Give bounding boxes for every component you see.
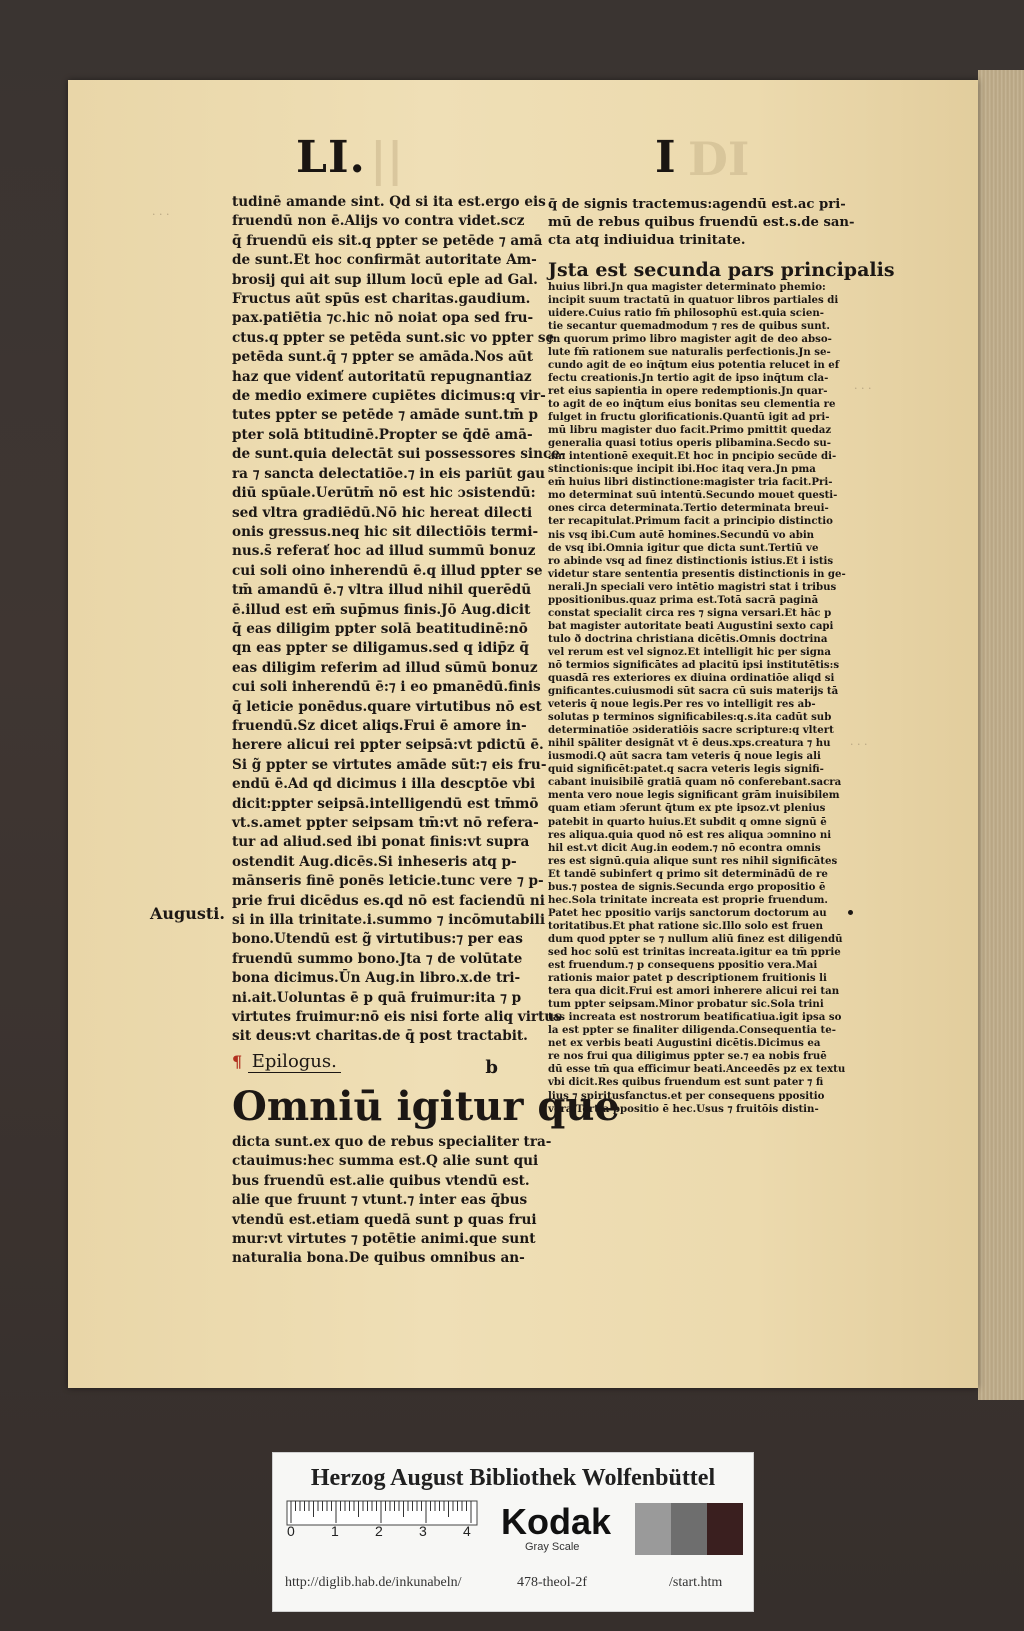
margin-note-augusti: Augusti.	[150, 904, 225, 923]
text-line: fectu creationis.Jn tertio agit de ipso inq̄tum cla-	[548, 371, 829, 384]
text-line: de medio eximere cupiētes dicimus:q vir-	[232, 388, 546, 405]
text-line: determinatiōe ɔsideratiōis sacre scripture:q vltert	[548, 724, 834, 737]
ruler-digit: 1	[331, 1523, 339, 1539]
text-line: vt.s.amet ppter seipsam tm̄:vt nō refera-	[232, 815, 539, 831]
text-line: quid significēt:patet.q sacra veteris legis signifi-	[548, 763, 824, 776]
text-line: incipit suum tractatū in quatuor libros partiales di	[548, 293, 839, 306]
text-line: menta vero noue legis significant grām inuisibilem	[548, 789, 840, 802]
text-line: sed vltra gradiēdū.Nō hic hereat dilecti	[232, 504, 533, 521]
text-line: nis vsq ibi.Cum autē homines.Secundū vo abin	[548, 528, 815, 541]
text-line: tulo ð doctrina christiana dicētis.Omnis doctrina	[548, 632, 828, 645]
text-line: Patet hec ppositio varijs sanctorum doctorum au	[548, 906, 827, 919]
text-line: tm̄ amandū ē.⁊ vltra illud nihil querēdū	[232, 582, 532, 599]
shelfmark: 478-theol-2f	[517, 1575, 587, 1590]
text-line: fruendū non ē.Alijs vo contra videt.scz	[232, 213, 525, 230]
text-line: hil est.vt dicit Aug.in eodem.⁊ nō econtra omnis	[548, 841, 821, 854]
gray-scale-label: Gray Scale	[525, 1541, 580, 1553]
text-line: naturalia bona.De quibus omnibus an-	[232, 1250, 525, 1267]
text-line: ret eius sapientia in opere redemptionis.Jn quar-	[548, 384, 828, 397]
text-line: q̄ eas diligim ppter solā beatitudinē:nō	[232, 620, 528, 637]
text-line: sed hoc solū est trinitas increata.igitur ea tm̄ pprie	[548, 946, 841, 958]
right-opening-text	[548, 196, 855, 251]
text-line: diū spūale.Uerūtm̄ nō est hic ɔsistendū:	[232, 485, 536, 502]
text-line: lute fm̄ rationem sue naturalis perfectionis.Jn se-	[548, 345, 831, 358]
ruler-digit: 4	[463, 1523, 471, 1539]
text-line: tutes ppter se petēde ⁊ amāde sunt.tm̄ p	[232, 407, 539, 424]
text-line: haz que videnť autoritatū repugnantiaz	[232, 368, 532, 385]
text-line: vel rerum est vel signoz.Et intelligit hic per signa	[548, 645, 831, 658]
text-line: vera.Tertia ppositio ē hec.Usus ⁊ fruitōis distin-	[548, 1102, 819, 1115]
text-line: q̄ de signis tractemus:agendū est.ac pri-	[548, 197, 846, 212]
text-line: vbi dicit.Res quibus fruendum est sunt pater ⁊ fi	[548, 1076, 824, 1089]
text-line: prie frui dicēdus es.qd nō est faciendū ni	[232, 892, 545, 909]
text-line: res est signū.quia alique sunt res nihil significātes	[548, 854, 838, 867]
text-line: net ex verbis beati Augustini dicētis.Dicimus ea	[548, 1037, 821, 1050]
text-line: cui soli inherendū ē:⁊ i eo pmanēdū.finis	[232, 679, 541, 696]
library-name: Herzog August Bibliothek Wolfenbüttel	[310, 1465, 716, 1491]
text-line: stinctionis:que incipit ibi.Hoc itaq vera.Jn pma	[548, 463, 816, 476]
text-line: tie secantur quemadmodum ⁊ res de quibus sunt.	[548, 319, 830, 332]
text-line: fruendū.Sz dicet aliqs.Frui ē amore in-	[232, 717, 527, 734]
text-line: mū de rebus quibus fruendū est.s.de san-	[548, 215, 855, 231]
ruler-digit: 0	[287, 1523, 295, 1539]
text-line: endū ē.Ad qd dicimus i illa descptōe vbi	[232, 776, 536, 793]
show-through-text-right: DI	[688, 132, 750, 186]
text-line: dum quod ppter se ⁊ nullum aliū finez est diligendū	[548, 932, 843, 945]
text-line: mur:vt virtutes ⁊ potētie animi.que sunt	[232, 1230, 536, 1247]
text-line: vtendū est.etiam quedā sunt p quas frui	[232, 1211, 537, 1228]
text-line: nus.s̄ referať hoc ad illud summū bonuz	[232, 543, 536, 560]
text-line: bona dicimus.Ūn Aug.in libro.x.de tri-	[232, 970, 521, 987]
text-line: gnificantes.cuiusmodi sūt sacra cū suis materijs tā	[548, 685, 839, 698]
signature-mark: I	[655, 132, 676, 183]
text-line: fulget in fructu glorificationis.Quantū igit ad pri-	[548, 411, 830, 424]
adjacent-page-edge	[978, 70, 1024, 1400]
text-line: Si g̃ ppter se virtutes amāde sūt:⁊ eis fru-	[232, 756, 547, 773]
text-line: generalia quasi totius operis plibamina.Secdo su-	[548, 437, 831, 450]
text-line: huius libri.Jn qua magister determinato phemio:	[548, 280, 826, 293]
text-line: re nos frui qua diligimus ppter se.⁊ ea nobis fruē	[548, 1050, 827, 1063]
text-line: brosij qui ait sup illum locū eple ad Gal.	[232, 271, 538, 288]
rubric-gathering-letter: b	[485, 1056, 498, 1078]
text-line: mo determinat suū intentū.Secundo mouet questi-	[548, 489, 838, 502]
text-line: ctus.q ppter se petēda sunt.sic vo ppter se	[232, 329, 555, 346]
text-line: bus.⁊ postea de signis.Secunda ergo propositio ē	[548, 880, 826, 893]
epilogus-rubric	[232, 1051, 522, 1085]
text-line: res aliqua.quia quod nō est res aliqua ɔomnino ni	[548, 828, 832, 841]
faint-margin-note-right-1: · · ·	[854, 382, 872, 395]
text-line: alie que fruunt ⁊ vtunt.⁊ inter eas q̄bus	[232, 1192, 528, 1209]
text-line: virtutes fruimur:nō eis nisi forte aliq virtus	[232, 1009, 562, 1026]
text-line: fruendū summo bono.Jta ⁊ de volūtate	[232, 950, 523, 967]
text-line: ra ⁊ sancta delectatiōe.⁊ in eis pariūt gau	[232, 465, 546, 482]
text-line: de sunt.quia delectāt sui possessores since-	[232, 446, 566, 463]
display-initial-line: Omniū igitur que	[232, 1082, 620, 1130]
text-line: toritatibus.Et phat ratione sic.Illo solo est fruen	[548, 919, 824, 932]
text-line: lius ⁊ spiritusfanctus.et per consequens ppositio	[548, 1089, 825, 1102]
text-line: iusmodi.Q aūt sacra tam veteris q̄ noue legis ali	[548, 750, 821, 763]
show-through-text: ||	[370, 132, 404, 186]
text-line: dū esse tm̄ qua efficimur beati.Anceedēs pz ex textu	[548, 1063, 846, 1076]
text-line: hec.Sola trinitate increata est proprie fruendum.	[548, 893, 828, 906]
text-line: rationis maior patet p descriptionem fruitionis li	[548, 972, 827, 985]
text-line: ostendit Aug.dicēs.Si inheseris atq p-	[232, 853, 517, 870]
text-line: la est ppter se finaliter diligenda.Consequentia te-	[548, 1024, 836, 1037]
text-line: est fruendum.⁊ p consequens ppositio vera.Mai	[548, 959, 818, 972]
text-line: qn eas ppter se diligamus.sed q idip̄z q̄	[232, 640, 529, 657]
text-line: cta atq indiuidua trinitate.	[548, 233, 746, 249]
text-line: pax.patiētia ⁊c.hic nō noiat opa sed fru-	[232, 310, 534, 327]
text-line: videtur stare sententia presentis distinctionis in ge-	[548, 567, 846, 580]
text-line: onis gressus.neq hic sit dilectiōis termi-	[232, 523, 539, 540]
text-line: uidere.Cuius ratio fm̄ philosophū est.quia scien-	[548, 306, 824, 319]
text-line: ē.illud est em̄ sup̄mus finis.Jō Aug.dicit	[232, 601, 531, 618]
left-closing-text	[232, 1133, 552, 1269]
text-line: dicta sunt.ex quo de rebus specialiter tra-	[232, 1133, 552, 1150]
text-line: am intentionē exequit.Et hoc in pncipio secūde di-	[548, 450, 837, 463]
gray-patch	[671, 1503, 707, 1555]
text-line: em̄ huius libri distinctione:magister tria facit.Pri-	[548, 476, 833, 489]
text-line: pter solā btitudinē.Propter se q̄dē amā-	[232, 426, 533, 443]
ink-dot	[848, 910, 853, 915]
folio-number: LI.	[296, 132, 366, 183]
text-line: bono.Utendū est g̃ virtutibus:⁊ per eas	[232, 931, 523, 948]
text-line: tas increata est nostrorum beatificatiua.igit ipsa so	[548, 1011, 842, 1024]
text-line: tur ad aliud.sed ibi ponat finis:vt supra	[232, 834, 530, 851]
text-line: Jn quorum primo libro magister agit de deo abso-	[548, 332, 832, 345]
text-line: ter recapitulat.Primum facit a principio distinctio	[548, 515, 833, 528]
faint-margin-note-top: · · ·	[152, 208, 170, 221]
text-line: q̄ fruendū eis sit.q ppter se petēde ⁊ amā	[232, 232, 543, 249]
left-text-column	[232, 193, 620, 1269]
text-line: veteris q̄ noue legis.Per res vo intelligit res ab-	[548, 698, 816, 711]
text-line: ppositionibus.quaz prima est.Totā sacrā paginā	[548, 593, 819, 606]
gray-patch	[707, 1503, 743, 1555]
source-url: http://diglib.hab.de/inkunabeln/	[285, 1575, 462, 1590]
kodak-brand: Kodak	[501, 1501, 612, 1542]
text-line: ones circa determinata.Tertio determinata breui-	[548, 502, 829, 515]
text-line: bus fruendū est.alie quibus vtendū est.	[232, 1172, 530, 1189]
text-line: patebit in quarto huius.Et subdit q omne signū ē	[548, 815, 827, 828]
text-line: de sunt.Et hoc confirmāt autoritate Am-	[232, 252, 537, 269]
text-line: si in illa trinitate.i.summo ⁊ incōmutabili	[232, 912, 545, 929]
text-line: quasdā res exteriores ex diuina ordinatiōe aliqd si	[548, 672, 835, 685]
text-line: tum ppter seipsam.Minor probatur sic.Sola trini	[548, 998, 824, 1011]
text-line: cui soli oino inherendū ē.q illud ppter se	[232, 562, 543, 579]
left-body-text	[232, 193, 566, 1047]
text-line: cabant inuisibilē gratiā quam nō conferebant.sacra	[548, 776, 842, 789]
text-line: nerali.Jn speciali vero intētio magistri stat i tribus	[548, 580, 837, 593]
text-line: nō termios significātes ad placitū ipsi institutētis:s	[548, 658, 840, 671]
text-line: ctauimus:hec summa est.Q alie sunt qui	[232, 1153, 539, 1170]
rubric-paragraph-mark: ¶	[232, 1051, 243, 1071]
text-line: Et tandē subinfert q primo sit determinādū de re	[548, 867, 828, 880]
text-line: nihil spāliter designāt vt ē deus.xps.creatura ⁊ hu	[548, 737, 831, 750]
text-line: de vsq ibi.Omnia igitur que dicta sunt.Tertiū ve	[548, 541, 819, 554]
right-text-column	[548, 196, 895, 1116]
text-line: herere alicui rei ppter seipsā:vt pdictū ē.	[232, 737, 544, 754]
text-line: sit deus:vt charitas.de q̄ post tractabit.	[232, 1028, 528, 1045]
text-line: ro abinde vsq ad finez distinctionis istius.Et i istis	[548, 554, 834, 567]
url-suffix: /start.htm	[669, 1575, 723, 1590]
gray-patch	[635, 1503, 671, 1555]
ruler-digit: 3	[419, 1523, 427, 1539]
text-line: dicit:ppter seipsā.intelligendū est tm̄mō	[232, 795, 539, 812]
text-line: mū libru magister duo facit.Primo pmittit quedaz	[548, 424, 832, 437]
text-line: solutas p terminos significabiles:q.s.ita cadūt sub	[548, 711, 832, 724]
text-line: petēda sunt.q̄ ⁊ ppter se amāda.Nos aūt	[232, 349, 534, 366]
text-line: ni.ait.Uoluntas ē p quā fruimur:ita ⁊ p	[232, 989, 522, 1006]
text-line: cundo agit de eo inq̄tum eius potentia relucet in ef	[548, 358, 840, 371]
text-line: to agit de eo inq̄tum eius bonitas seu clementia re	[548, 398, 836, 411]
text-line: eas diligim referim ad illud sūmū bonuz	[232, 659, 538, 676]
color-target-card	[272, 1452, 754, 1612]
text-line: constat specialit circa res ⁊ signa versari.Et hāc p	[548, 606, 832, 619]
text-line: tera qua dicit.Frui est amori inherere alicui rei tan	[548, 985, 840, 998]
text-line: Fructus aūt spūs est charitas.gaudium.	[232, 291, 531, 308]
text-line: mānseris finē ponēs leticie.tunc vere ⁊ p-	[232, 873, 544, 890]
text-line: tudinē amande sint. Qd si ita est.ergo eis	[232, 194, 546, 210]
right-body-text	[548, 280, 846, 1116]
text-line: bat magister autoritate beati Augustini sexto capi	[548, 619, 834, 632]
text-line: quam etiam ɔferunt q̄tum ex pte ipsoz.vt plenius	[548, 802, 826, 815]
text-line: q̄ leticie ponēdus.quare virtutibus nō est	[232, 698, 542, 715]
faint-margin-note-right-2: · · ·	[850, 738, 868, 751]
ruler-digit: 2	[375, 1523, 383, 1539]
epilogus-heading: Epilogus.	[248, 1051, 341, 1073]
section-heading: Jsta est secunda pars principalis	[548, 258, 895, 281]
